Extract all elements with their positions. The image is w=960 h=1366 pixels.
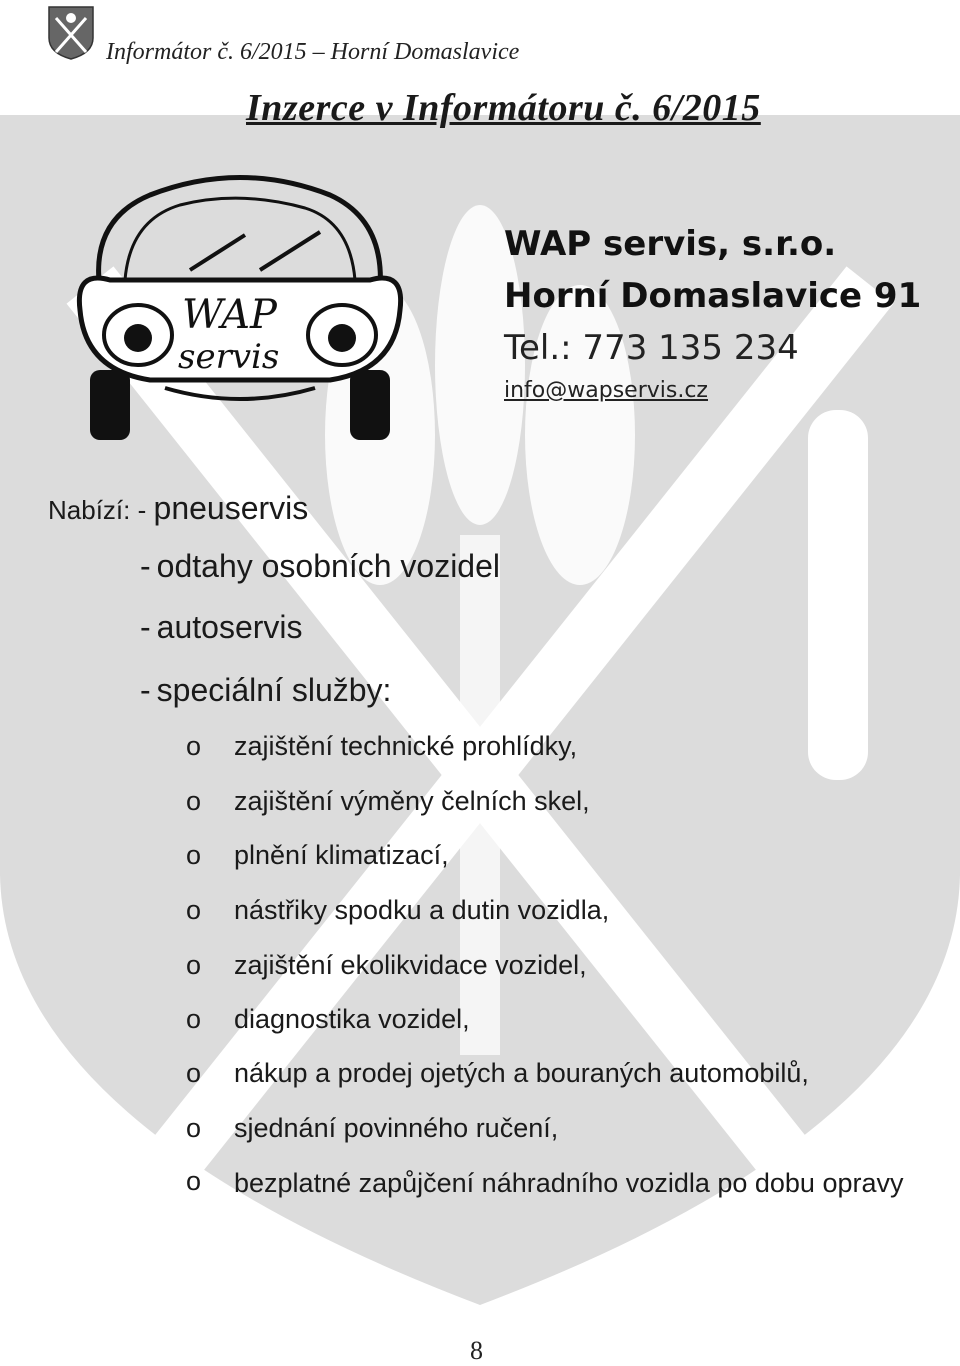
company-phone: Tel.: 773 135 234 xyxy=(504,328,799,368)
logo-wap-text: WAP xyxy=(182,292,277,338)
offer-line xyxy=(48,490,308,527)
page-title: Inzerce v Informátoru č. 6/2015 xyxy=(246,87,761,129)
municipal-crest-icon xyxy=(48,6,94,60)
company-name: WAP servis, s.r.o. xyxy=(504,224,837,264)
publication-name: Informátor č. 6/2015 – Horní Domaslavice xyxy=(106,39,520,65)
offer-item: - autoservis xyxy=(140,609,303,645)
wap-servis-car-logo xyxy=(70,160,410,450)
company-email: info@wapservis.cz xyxy=(504,378,708,403)
offer-item-pneuservis: pneuservis xyxy=(153,490,309,526)
offer-item: - odtahy osobních vozidel xyxy=(140,548,500,584)
page-number: 8 xyxy=(470,1336,483,1365)
offer-item: - speciální služby: xyxy=(140,672,392,708)
offer-label: Nabízí: xyxy=(48,495,131,525)
company-contact xyxy=(504,218,921,408)
company-address: Horní Domaslavice 91 xyxy=(504,276,922,316)
offer-dash: - xyxy=(137,495,147,525)
logo-servis-text: servis xyxy=(178,337,280,377)
